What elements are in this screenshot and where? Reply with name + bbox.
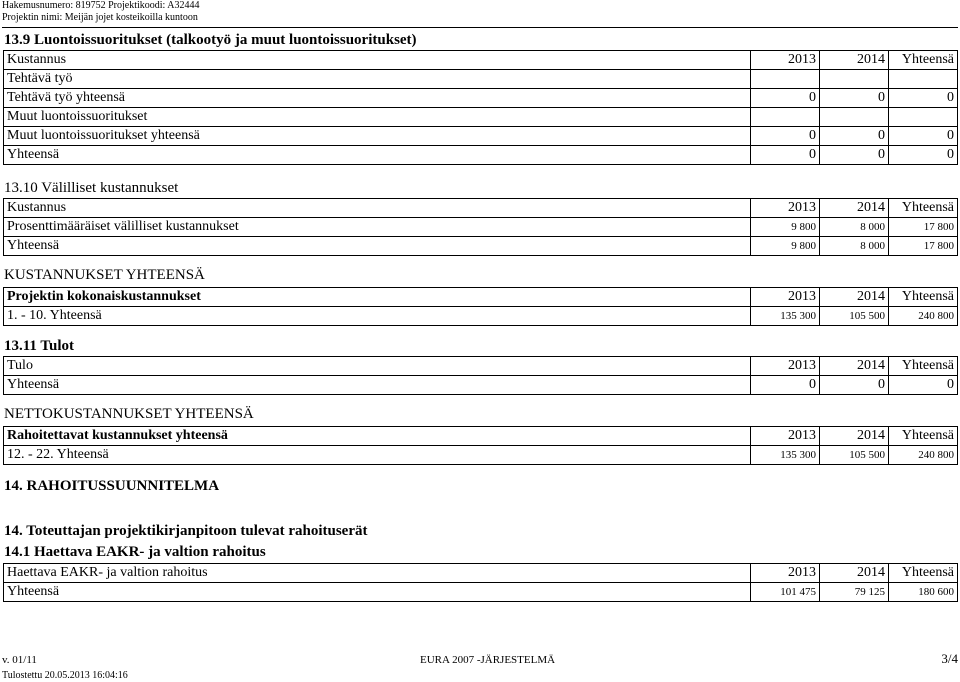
section-14-subtitle: 14. Toteuttajan projektikirjanpitoon tulevat rahoituserät	[4, 523, 368, 539]
col-2014-header: 2014	[820, 564, 889, 583]
table-header-row	[4, 357, 958, 376]
col-2013-header: 2013	[751, 199, 820, 218]
table-row	[4, 376, 958, 395]
cell-2014	[820, 70, 889, 89]
section-13-9-title: 13.9 Luontoissuoritukset (talkootyö ja muut luontoissuoritukset)	[4, 32, 417, 48]
row-label: Tehtävä työ	[4, 70, 751, 89]
col-2013-header: 2013	[751, 288, 820, 307]
cell-2014: 0	[820, 127, 889, 146]
cell-total: 0	[889, 127, 958, 146]
cell-total: 240 800	[889, 307, 958, 326]
cell-total: 180 600	[889, 583, 958, 602]
cell-total	[889, 70, 958, 89]
col-total-header: Yhteensä	[889, 357, 958, 376]
cell-total: 0	[889, 89, 958, 108]
table-row	[4, 583, 958, 602]
row-label: Tehtävä työ yhteensä	[4, 89, 751, 108]
cell-2013: 101 475	[751, 583, 820, 602]
col-2013-header: 2013	[751, 51, 820, 70]
section-14-title: 14. RAHOITUSSUUNNITELMA	[4, 478, 220, 494]
row-label: Muut luontoissuoritukset	[4, 108, 751, 127]
cell-total: 17 800	[889, 237, 958, 256]
cell-2013: 0	[751, 146, 820, 165]
col-label-header: Kustannus	[4, 199, 751, 218]
cell-total: 0	[889, 376, 958, 395]
cell-2013: 0	[751, 89, 820, 108]
cell-2013: 9 800	[751, 218, 820, 237]
col-2014-header: 2014	[820, 51, 889, 70]
net-costs-title: NETTOKUSTANNUKSET YHTEENSÄ	[4, 406, 254, 422]
table-13-10	[3, 198, 958, 256]
table-row	[4, 307, 958, 326]
table-header-row	[4, 288, 958, 307]
cell-2013	[751, 108, 820, 127]
cell-2014: 0	[820, 146, 889, 165]
col-2013-header: 2013	[751, 564, 820, 583]
table-row	[4, 127, 958, 146]
col-2013-header: 2013	[751, 427, 820, 446]
table-header-row	[4, 427, 958, 446]
table-net-costs	[3, 426, 958, 465]
cell-2014: 0	[820, 89, 889, 108]
col-label-header: Tulo	[4, 357, 751, 376]
footer-system: EURA 2007 -JÄRJESTELMÄ	[420, 654, 556, 666]
footer-printed: Tulostettu 20.05.2013 16:04:16	[2, 670, 128, 681]
table-row	[4, 146, 958, 165]
header-project-name: Projektin nimi: Meijän jojet kosteikoilla kuntoon	[2, 12, 198, 23]
row-label: Yhteensä	[4, 376, 751, 395]
table-13-11	[3, 356, 958, 395]
table-row	[4, 218, 958, 237]
col-label-header: Haettava EAKR- ja valtion rahoitus	[4, 564, 751, 583]
cell-2014: 79 125	[820, 583, 889, 602]
cell-2013: 135 300	[751, 446, 820, 465]
cell-2014: 105 500	[820, 307, 889, 326]
table-row	[4, 108, 958, 127]
cell-total: 17 800	[889, 218, 958, 237]
row-label: Yhteensä	[4, 237, 751, 256]
table-row	[4, 446, 958, 465]
col-total-header: Yhteensä	[889, 427, 958, 446]
cell-2014	[820, 108, 889, 127]
table-row	[4, 237, 958, 256]
cell-2013: 9 800	[751, 237, 820, 256]
footer-version: v. 01/11	[2, 654, 37, 666]
header-application-number: Hakemusnumero: 819752 Projektikoodi: A32444	[2, 0, 200, 11]
table-14-1	[3, 563, 958, 602]
col-total-header: Yhteensä	[889, 564, 958, 583]
row-label: Prosenttimääräiset välilliset kustannukset	[4, 218, 751, 237]
table-total-costs	[3, 287, 958, 326]
cell-2013: 0	[751, 127, 820, 146]
table-row	[4, 89, 958, 108]
row-label: Yhteensä	[4, 583, 751, 602]
document-header	[2, 0, 200, 24]
col-2014-header: 2014	[820, 288, 889, 307]
col-2014-header: 2014	[820, 427, 889, 446]
cell-2013	[751, 70, 820, 89]
row-label: Muut luontoissuoritukset yhteensä	[4, 127, 751, 146]
cell-2014: 0	[820, 376, 889, 395]
col-total-header: Yhteensä	[889, 51, 958, 70]
col-label-header: Projektin kokonaiskustannukset	[4, 288, 751, 307]
row-label: Yhteensä	[4, 146, 751, 165]
section-14-1-title: 14.1 Haettava EAKR- ja valtion rahoitus	[4, 544, 266, 560]
cell-2014: 105 500	[820, 446, 889, 465]
header-divider	[2, 27, 958, 28]
table-13-9	[3, 50, 958, 165]
table-row	[4, 70, 958, 89]
col-2014-header: 2014	[820, 357, 889, 376]
section-13-10-title: 13.10 Välilliset kustannukset	[4, 180, 179, 196]
footer-page-number: 3/4	[941, 651, 958, 666]
section-13-11-title: 13.11 Tulot	[4, 338, 75, 354]
col-total-header: Yhteensä	[889, 288, 958, 307]
col-label-header: Kustannus	[4, 51, 751, 70]
table-header-row	[4, 199, 958, 218]
row-label: 1. - 10. Yhteensä	[4, 307, 751, 326]
col-2014-header: 2014	[820, 199, 889, 218]
cell-2014: 8 000	[820, 237, 889, 256]
cell-total: 0	[889, 146, 958, 165]
table-header-row	[4, 51, 958, 70]
table-header-row	[4, 564, 958, 583]
col-total-header: Yhteensä	[889, 199, 958, 218]
total-costs-title: KUSTANNUKSET YHTEENSÄ	[4, 267, 205, 283]
cell-2013: 135 300	[751, 307, 820, 326]
col-2013-header: 2013	[751, 357, 820, 376]
cell-total	[889, 108, 958, 127]
cell-total: 240 800	[889, 446, 958, 465]
cell-2014: 8 000	[820, 218, 889, 237]
cell-2013: 0	[751, 376, 820, 395]
col-label-header: Rahoitettavat kustannukset yhteensä	[4, 427, 751, 446]
row-label: 12. - 22. Yhteensä	[4, 446, 751, 465]
